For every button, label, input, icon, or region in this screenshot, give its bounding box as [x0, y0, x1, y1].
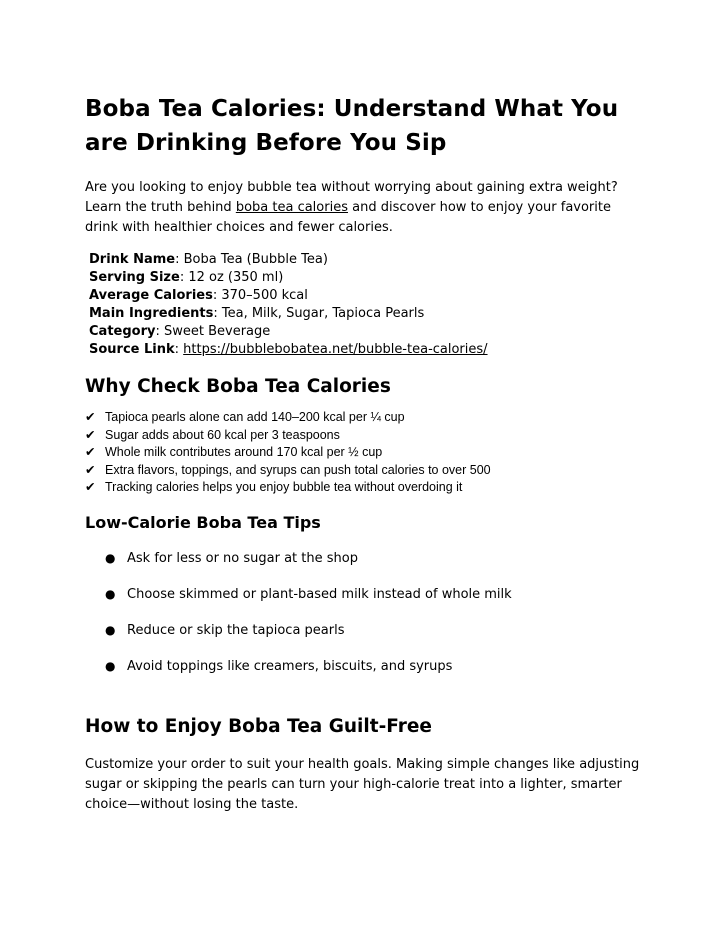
bullet-icon: ● — [105, 586, 116, 601]
fact-label: Source Link — [89, 342, 175, 357]
tip-item — [105, 621, 645, 657]
bullet-icon: ● — [105, 622, 116, 637]
check-item — [85, 409, 645, 427]
fact-label: Category — [89, 324, 156, 339]
check-mark-icon: ✔ — [85, 410, 96, 424]
check-item — [85, 427, 645, 445]
tip-item-text: Reduce or skip the tapioca pearls — [127, 622, 345, 638]
fact-average-calories: Average Calories: 370–500 kcal — [89, 288, 308, 303]
tip-item-text: Ask for less or no sugar at the shop — [127, 550, 358, 566]
drink-facts — [85, 251, 645, 359]
fact-category: Category: Sweet Beverage — [89, 324, 271, 339]
fact-value: 12 oz (350 ml) — [188, 270, 284, 285]
bullet-icon: ● — [105, 550, 116, 565]
fact-value: Boba Tea (Bubble Tea) — [183, 252, 328, 267]
check-item-text: Tracking calories helps you enjoy bubble tea without overdoing it — [105, 480, 463, 494]
boba-tea-calories-link[interactable]: boba tea calories — [235, 200, 348, 215]
tips-heading: Low-Calorie Boba Tea Tips — [85, 512, 321, 532]
enjoy-heading: How to Enjoy Boba Tea Guilt-Free — [85, 715, 432, 737]
fact-value: Tea, Milk, Sugar, Tapioca Pearls — [221, 306, 425, 321]
check-item — [85, 479, 645, 497]
why-checklist — [85, 409, 645, 497]
page-title: Boba Tea Calories: Understand What You are Drinking Before You Sip — [85, 96, 619, 156]
fact-source-link: Source Link: https://bubblebobatea.net/bubble-tea-calories/ — [89, 342, 488, 357]
fact-label: Average Calories — [89, 288, 213, 303]
closing-paragraph: Customize your order to suit your health goals. Making simple changes like adjusting sugar or skipping the pearls can turn your high-calorie treat into a lighter, smarter choice—without losing the taste. — [85, 756, 640, 812]
check-mark-icon: ✔ — [85, 427, 96, 442]
tips-list — [85, 549, 645, 693]
check-item — [85, 444, 645, 462]
check-item — [85, 462, 645, 480]
check-mark-icon: ✔ — [85, 462, 96, 477]
check-item-text: Tapioca pearls alone can add 140–200 kcal per ¼ cup — [105, 410, 405, 424]
fact-drink-name: Drink Name: Boba Tea (Bubble Tea) — [89, 252, 328, 267]
fact-value: Sweet Beverage — [163, 324, 271, 339]
tip-item — [105, 549, 645, 585]
check-item-text: Extra flavors, toppings, and syrups can push total calories to over 500 — [105, 462, 491, 477]
check-mark-icon: ✔ — [85, 445, 96, 459]
fact-main-ingredients: Main Ingredients: Tea, Milk, Sugar, Tapioca Pearls — [89, 306, 425, 321]
fact-serving-size: Serving Size: 12 oz (350 ml) — [89, 270, 284, 285]
why-heading: Why Check Boba Tea Calories — [85, 376, 391, 397]
source-link[interactable]: https://bubblebobatea.net/bubble-tea-calories/ — [183, 342, 488, 357]
fact-label: Serving Size — [89, 270, 180, 285]
tip-item-text: Avoid toppings like creamers, biscuits, and syrups — [127, 658, 453, 674]
check-item-text: Whole milk contributes around 170 kcal per ½ cup — [105, 445, 383, 459]
fact-label: Drink Name — [89, 252, 176, 267]
tip-item — [105, 585, 645, 621]
check-mark-icon: ✔ — [85, 480, 96, 494]
fact-label: Main Ingredients — [89, 306, 214, 321]
fact-value: 370–500 kcal — [221, 288, 308, 303]
tip-item-text: Choose skimmed or plant-based milk instead of whole milk — [127, 586, 512, 602]
intro-text-end: and discover how to enjoy your favorite drink with healthier choices and fewer calories. — [85, 200, 611, 235]
intro-paragraph — [85, 178, 645, 238]
document-page — [85, 92, 645, 815]
bullet-icon: ● — [105, 658, 116, 673]
intro-text-start: Are you looking to enjoy bubble tea without worrying about gaining extra weight? Learn the truth behind — [85, 180, 618, 215]
tip-item — [105, 657, 645, 693]
check-item-text: Sugar adds about 60 kcal per 3 teaspoons — [105, 427, 340, 442]
